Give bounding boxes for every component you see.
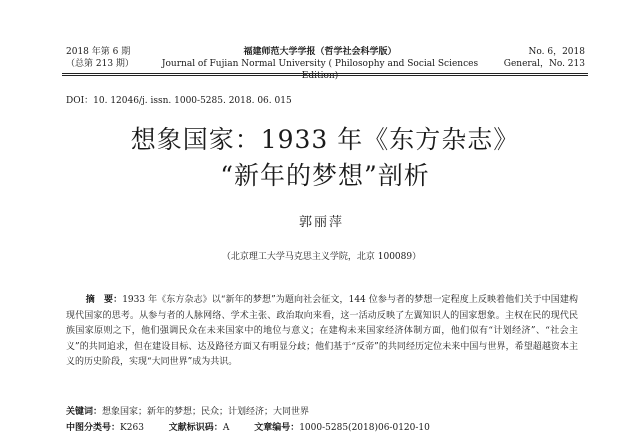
journal-name-cn: 福建师范大学学报（哲学社会科学版） [243, 47, 397, 57]
classification-info [66, 420, 586, 433]
keywords-label: 关键词： [66, 407, 103, 417]
abstract-label: 摘 要： [85, 295, 123, 305]
clc-value: K263 [120, 423, 144, 433]
article-title-line2: “新年的梦想”剖析 [220, 161, 430, 190]
issue-number: 2018 年第 6 期 [66, 47, 131, 57]
keywords-text: 想象国家；新年的梦想；民众；计划经济；大同世界 [102, 407, 310, 417]
article-title-line1: 想象国家：1933 年《东方杂志》 [130, 125, 520, 154]
issue-info [66, 46, 134, 70]
journal-name [150, 46, 490, 82]
journal-name-en: Journal of Fujian Normal University ( Philosophy and Social Sciences Edition) [161, 59, 479, 81]
keywords [66, 404, 309, 417]
header-rule-thin [62, 75, 588, 76]
issue-info-en [504, 46, 585, 70]
journal-header [0, 46, 643, 81]
clc-label: 中图分类号： [66, 423, 121, 433]
author-affiliation: （北京理工大学马克思主义学院，北京 100089） [221, 252, 422, 262]
issue-total-en: General，No. 213 [503, 59, 585, 69]
abstract [66, 293, 578, 371]
document-code-value: A [222, 423, 230, 433]
issue-total: （总第 213 期） [66, 59, 134, 69]
document-code [169, 420, 230, 433]
issue-number-en: No. 6，2018 [528, 47, 585, 57]
doi: DOI：10. 12046/j. issn. 1000-5285. 2018. 06. 015 [66, 96, 292, 106]
clc-number [66, 420, 144, 433]
article-number-value: 1000-5285(2018)06-0120-10 [299, 423, 430, 433]
abstract-text: 1933 年《东方杂志》以“新年的梦想”为题向社会征文，144 位参与者的梦想一定程度上反映着他们关于中国建构现代国家的思考。从参与者的人脉网络、学术主张、政治取向来看，这一活动反映了左翼知识人的国家想象。主权在民的现代民族国家原则之下，他们强调民众在未来国家中的地位与意义；在建构未来国家经济体制方面，他们似有“计划经济”、“社会主义”的共同追求，但在建设目标、达及路径方面又有明显分歧；他们基于“反帝”的共同经历定位未来中国与世界，希望超越资本主义的历史阶段，实现“大同世界”成为共识。 [66, 295, 578, 368]
header-rule-thick [62, 73, 588, 74]
article-number [254, 420, 430, 433]
document-code-label: 文献标识码： [168, 423, 223, 433]
author-name: 郭丽萍 [298, 215, 344, 230]
article-number-label: 文章编号： [254, 423, 300, 433]
